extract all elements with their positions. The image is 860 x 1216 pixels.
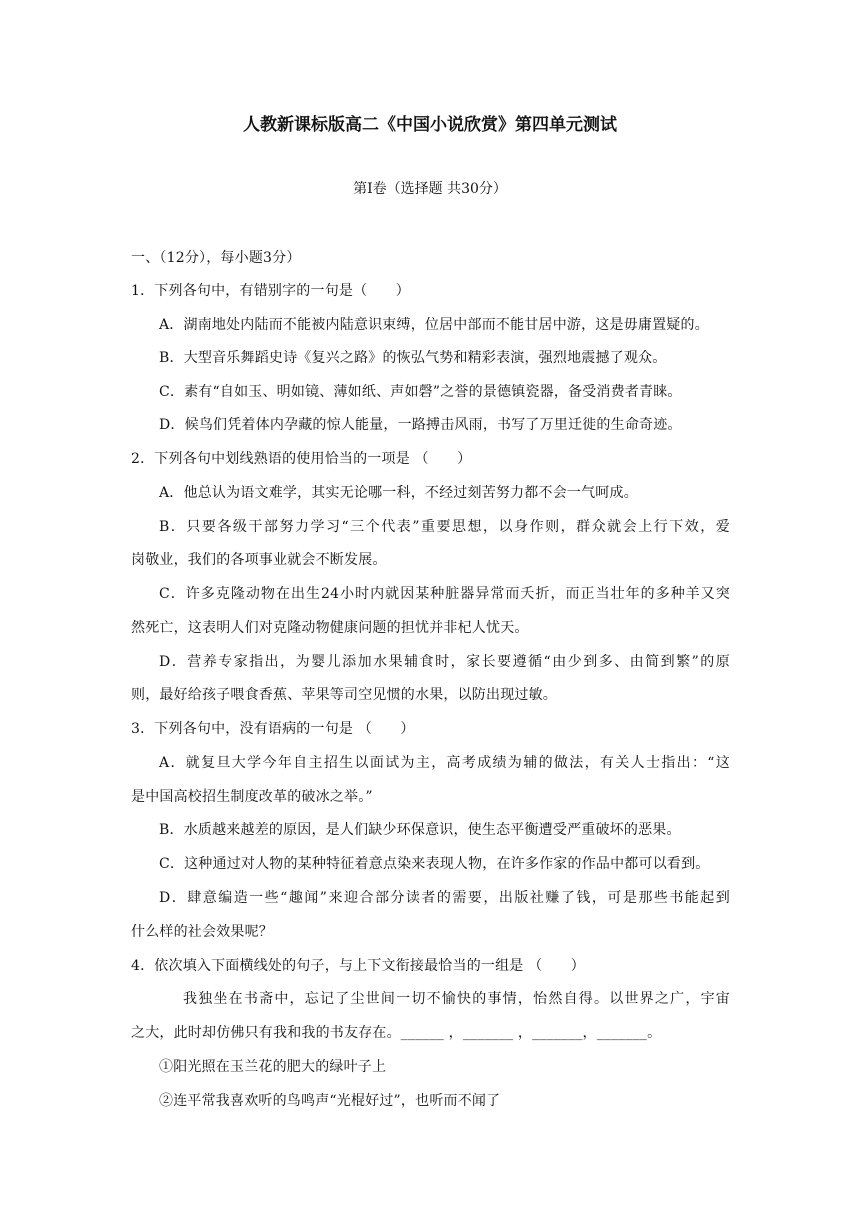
question-4-stem: 4．依次填入下面横线处的句子，与上下文衔接最恰当的一组是 （ ） — [131, 958, 585, 974]
question-1-option-d: D．候鸟们凭着体内孕藏的惊人能量，一路搏击风雨，书写了万里迁徙的生命奇迹。 — [159, 417, 682, 433]
page-subtitle: 第Ⅰ卷（选择题 共30分） — [353, 181, 507, 197]
question-2-option-b-line1: B．只要各级干部努力学习“三个代表”重要思想，以身作则，群众就会上行下效，爱 — [159, 519, 730, 535]
question-2-option-c-line1: C．许多克隆动物在出生24小时内就因某种脏器异常而夭折，而正当壮年的多种羊又突 — [159, 586, 730, 602]
question-4-passage-line2: 之大，此时却仿佛只有我和我的书友存在。______ ，_______ ，_______，_______。 — [131, 1025, 662, 1041]
question-3-option-a-line1: A．就复旦大学今年自主招生以面试为主，高考成绩为辅的做法，有关人士指出：“这 — [159, 755, 730, 771]
question-1-option-b: B．大型音乐舞蹈史诗《复兴之路》的恢弘气势和精彩表演，强烈地震撼了观众。 — [159, 350, 667, 366]
question-2-option-a: A．他总认为语文难学，其实无论哪一科，不经过刻苦努力都不会一气呵成。 — [159, 485, 638, 501]
question-2-option-c-line2: 然死亡，这表明人们对克隆动物健康问题的担忧并非杞人忧天。 — [131, 620, 529, 636]
question-1-option-c: C．素有“自如玉、明如镜、薄如纸、声如磬”之誉的景德镇瓷器，备受消费者青睐。 — [159, 384, 682, 400]
question-3-option-d-line1: D．肆意编造一些“趣闻”来迎合部分读者的需要，出版社赚了钱，可是那些书能起到 — [159, 890, 730, 906]
question-3-option-a-line2: 是中国高校招生制度改革的破冰之举。” — [131, 789, 373, 805]
question-3-option-b: B．水质越来越差的原因，是人们缺少环保意识，使生态平衡遭受严重破坏的恶果。 — [159, 822, 681, 838]
question-4-passage-line1: 我独坐在书斋中，忘记了尘世间一切不愉快的事情，怡然自得。以世界之广，宇宙 — [183, 991, 730, 1007]
question-1-stem: 1．下列各句中，有错别字的一句是（ ） — [131, 283, 410, 299]
question-1-option-a: A．湖南地处内陆而不能被内陆意识束缚，位居中部而不能甘居中游，这是毋庸置疑的。 — [159, 317, 709, 333]
section-heading: 一、（12分），每小题3分） — [131, 250, 301, 266]
page-title: 人教新课标版高二《中国小说欣赏》第四单元测试 — [243, 115, 617, 135]
question-2-stem: 2．下列各句中划线熟语的使用恰当的一项是 （ ） — [131, 451, 472, 467]
question-3-option-c: C．这种通过对人物的某种特征着意点染来表现人物，在许多作家的作品中都可以看到。 — [159, 856, 710, 872]
question-4-item-2: ②连平常我喜欢听的鸟鸣声“光棍好过”，也听而不闻了 — [159, 1093, 501, 1109]
question-4-item-1: ①阳光照在玉兰花的肥大的绿叶子上 — [159, 1059, 387, 1075]
question-3-stem: 3．下列各句中，没有语病的一句是 （ ） — [131, 721, 415, 737]
question-3-option-d-line2: 什么样的社会效果呢？ — [131, 924, 273, 940]
question-2-option-b-line2: 岗敬业，我们的各项事业就会不断发展。 — [131, 552, 387, 568]
question-2-option-d-line1: D．营养专家指出，为婴儿添加水果辅食时，家长要遵循“由少到多、由简到繁”的原 — [159, 654, 730, 670]
question-2-option-d-line2: 则，最好给孩子喂食香蕉、苹果等司空见惯的水果，以防出现过敏。 — [131, 687, 557, 703]
